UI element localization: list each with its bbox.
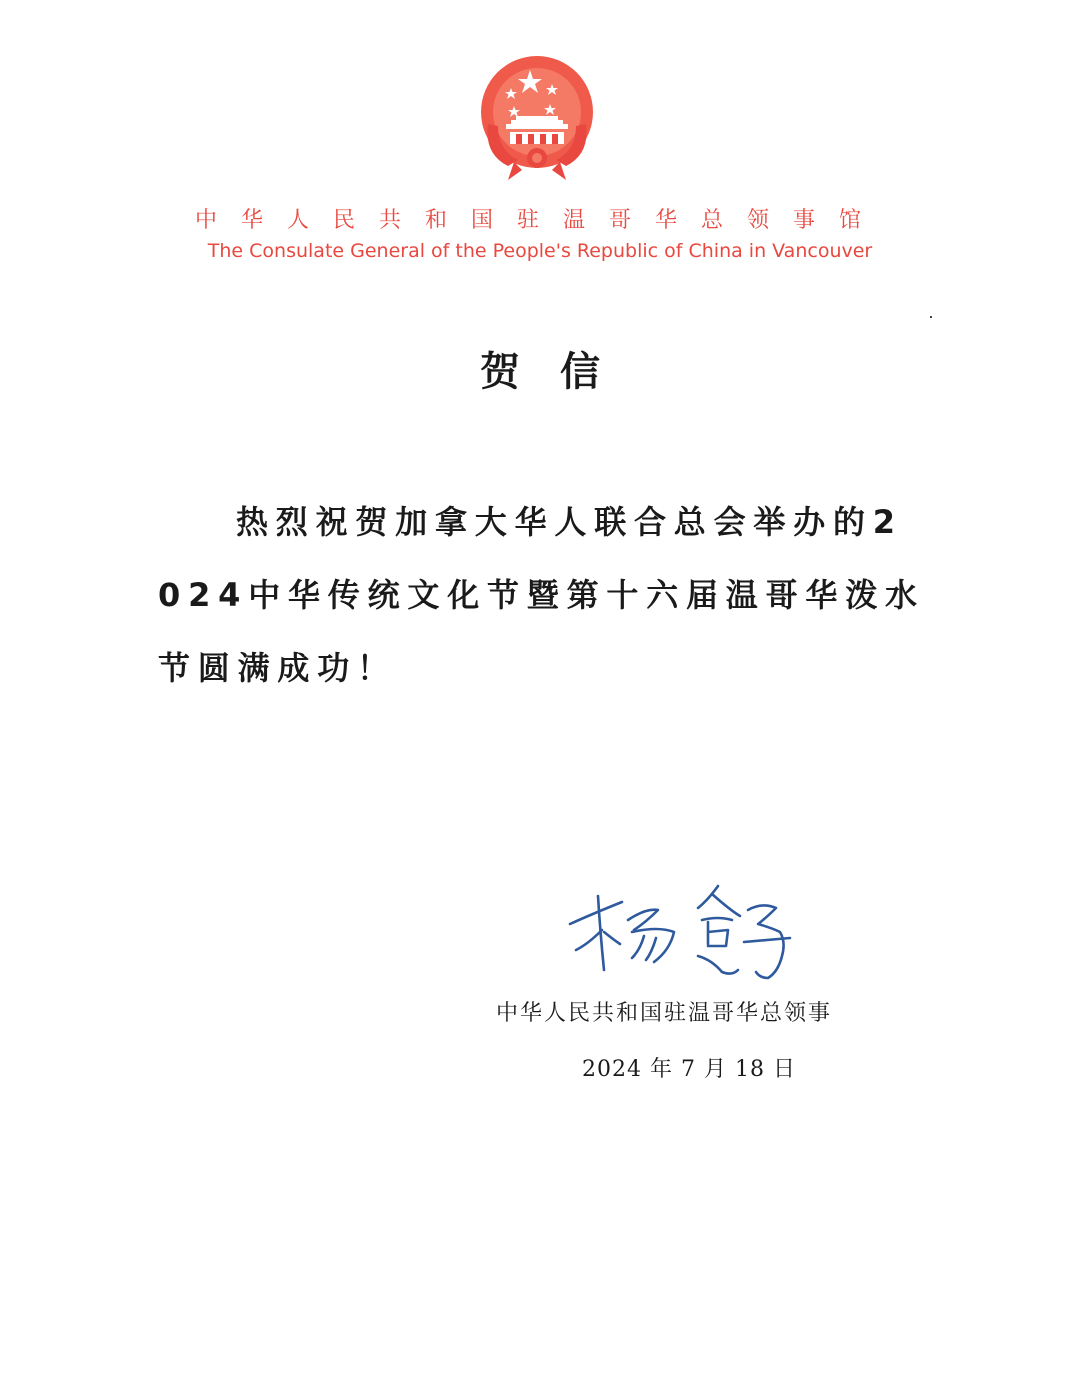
national-emblem-icon <box>478 54 596 182</box>
scan-speck <box>930 316 932 318</box>
document-title: 贺信 <box>480 349 640 395</box>
signer-title: 中华人民共和国驻温哥华总领事 <box>496 1001 833 1026</box>
sign-date: 2024 年 7 月 18 日 <box>582 1057 796 1082</box>
handwritten-signature <box>562 880 802 985</box>
letterhead-chinese-name: 中华人民共和国驻温哥华总领事馆 <box>194 208 885 233</box>
letterhead-english-name: The Consulate General of the People's Republic of China in Vancouver <box>207 240 873 262</box>
letter-body: 热烈祝贺加拿大华人联合总会举办的2024中华传统文化节暨第十六届温哥华泼水节圆满成功！ <box>158 503 925 687</box>
